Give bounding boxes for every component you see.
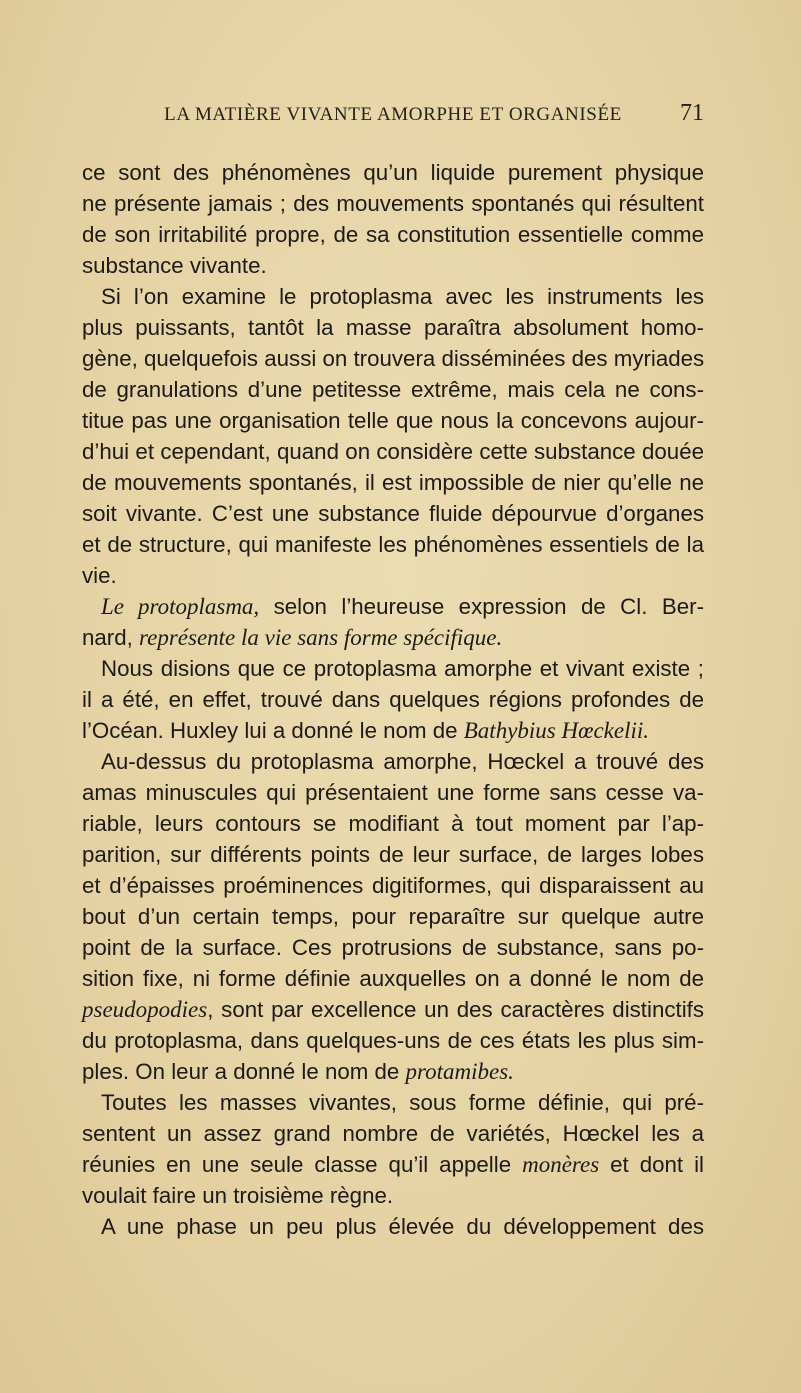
text-line: bout d’un certain temps, pour reparaître sur quelque autre <box>82 904 704 929</box>
text-line: Au-dessus du protoplasma amorphe, Hœckel a trouvé des <box>101 749 704 774</box>
text-line: réunies en une seule classe qu’il appelle monères et dont il <box>82 1152 704 1177</box>
text-line: Le protoplasma, selon l’heureuse expression de Cl. Ber- <box>101 594 704 619</box>
text-line: et de structure, qui manifeste les phénomènes essentiels de la <box>82 532 704 557</box>
text-line: plus puissants, tantôt la masse paraîtra absolument homo- <box>82 315 704 340</box>
text-line: substance vivante. <box>82 253 267 278</box>
text-line: voulait faire un troisième règne. <box>82 1183 394 1208</box>
italic-species: Bathybius Hœckelii. <box>463 718 649 743</box>
body-text <box>82 157 704 1242</box>
italic-term: protamibes. <box>405 1059 514 1084</box>
text-line: ples. On leur a donné le nom de protamibes. <box>82 1059 514 1084</box>
text-line: d’hui et cependant, quand on considère cette substance douée <box>82 439 704 464</box>
italic-term: Le protoplasma, <box>101 594 260 619</box>
italic-term: pseudopodies <box>82 997 208 1022</box>
text-line: pseudopodies, sont par excellence un des caractères distinctifs <box>82 997 704 1022</box>
text-line: vie. <box>82 563 117 588</box>
running-head <box>82 100 704 134</box>
text-line: ce sont des phénomènes qu’un liquide purement physique <box>82 160 704 185</box>
text-line: de mouvements spontanés, il est impossible de nier qu’elle ne <box>82 470 704 495</box>
text-line: amas minuscules qui présentaient une forme sans cesse va- <box>82 780 704 805</box>
text-line: Toutes les masses vivantes, sous forme définie, qui pré- <box>101 1090 704 1115</box>
text-line: ne présente jamais ; des mouvements spontanés qui résultent <box>82 191 704 216</box>
text-line: riable, leurs contours se modifiant à tout moment par l’ap- <box>82 811 704 836</box>
text-line: de son irritabilité propre, de sa constitution essentielle comme <box>82 222 704 247</box>
text-line: A une phase un peu plus élevée du développement des <box>101 1214 704 1239</box>
text-line: titue pas une organisation telle que nous la concevons aujour- <box>82 408 704 433</box>
text-line: Si l’on examine le protoplasma avec les instruments les <box>101 284 704 309</box>
page-number: 71 <box>680 100 704 126</box>
running-title: LA MATIÈRE VIVANTE AMORPHE ET ORGANISÉE <box>164 104 622 125</box>
text-line: l’Océan. Huxley lui a donné le nom de Bathybius Hœckelii. <box>82 718 649 743</box>
text-line: de granulations d’une petitesse extrême, mais cela ne cons- <box>82 377 704 402</box>
text-line: parition, sur différents points de leur surface, de larges lobes <box>82 842 704 867</box>
italic-term: monères <box>522 1152 600 1177</box>
text-line: sition fixe, ni forme définie auxquelles on a donné le nom de <box>82 966 704 991</box>
text-line: et d’épaisses proéminences digitiformes, qui disparaissent au <box>82 873 704 898</box>
text-line: il a été, en effet, trouvé dans quelques régions profondes de <box>82 687 704 712</box>
text-line: du protoplasma, dans quelques-uns de ces états les plus sim- <box>82 1028 704 1053</box>
text-line: gène, quelquefois aussi on trouvera disséminées des myriades <box>82 346 705 371</box>
text-line: Nous disions que ce protoplasma amorphe et vivant existe ; <box>101 656 704 681</box>
text-line: nard, représente la vie sans forme spécifique. <box>82 625 503 650</box>
text-line: point de la surface. Ces protrusions de substance, sans po- <box>82 935 704 960</box>
text-line: soit vivante. C’est une substance fluide dépourvue d’organes <box>82 501 704 526</box>
text-line: sentent un assez grand nombre de variétés, Hœckel les a <box>82 1121 704 1146</box>
italic-quote: représente la vie sans forme spécifique. <box>139 625 503 650</box>
